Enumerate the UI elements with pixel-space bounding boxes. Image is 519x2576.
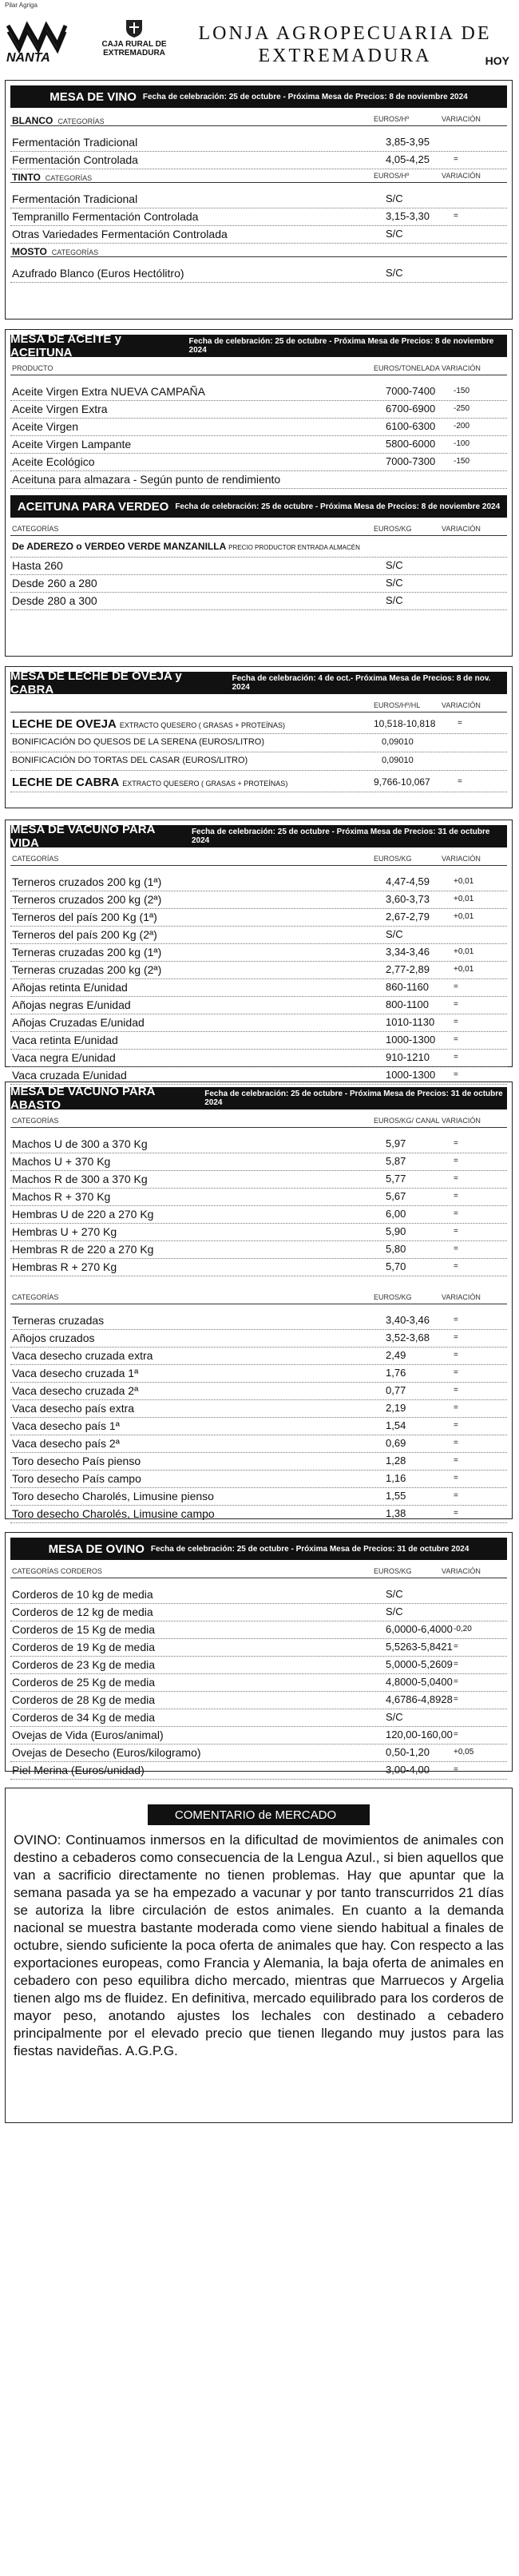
table-row — [10, 1435, 507, 1453]
table-row — [10, 1189, 507, 1206]
row-name: Hembras R + 270 Kg — [12, 1260, 117, 1273]
vacuno-vida-col-header: CATEGORÍAS EUROS/KG VARIACIÓN — [10, 852, 507, 866]
vino-tinto-list — [6, 191, 512, 244]
row-price: 3,15-3,30 — [386, 210, 430, 222]
table-row — [10, 1692, 507, 1709]
row-price: 7000-7400 — [386, 385, 436, 397]
row-price: 5,90 — [386, 1225, 406, 1237]
row-name: Hasta 260 — [12, 559, 63, 572]
table-row — [10, 1586, 507, 1604]
row-price: 1000-1300 — [386, 1069, 436, 1081]
caja-rural-logo — [86, 18, 182, 65]
table-row — [10, 575, 507, 593]
row-name: Terneros del país 200 Kg (2ª) — [12, 928, 157, 941]
table-row — [10, 1014, 507, 1032]
table-row — [10, 909, 507, 927]
row-name: Aceite Virgen Extra NUEVA CAMPAÑA — [12, 385, 205, 398]
row-name: Vaca desecho país 1ª — [12, 1419, 120, 1432]
row-name: Ovejas de Vida (Euros/animal) — [12, 1729, 164, 1741]
row-price: 0,69 — [386, 1437, 406, 1449]
row-variation: -250 — [454, 404, 470, 413]
vacuno-abasto-header: MESA DE VACUNO PARA ABASTO Fecha de celebración: 25 de octubre - Próxima Mesa de Precios: 31 de octubre 2024 — [10, 1087, 507, 1109]
row-price: S/C — [386, 559, 403, 571]
leche-col-header: EUROS/Hº/HL VARIACIÓN — [10, 699, 507, 712]
vino-tinto-header: TINTO CATEGORÍAS EUROS/Hº VARIACIÓN — [10, 169, 507, 183]
row-name: Ovejas de Desecho (Euros/kilogramo) — [12, 1746, 201, 1759]
table-row — [10, 558, 507, 575]
row-name: Añojas Cruzadas E/unidad — [12, 1016, 145, 1029]
verdeo-header: ACEITUNA PARA VERDEO Fecha de celebración: 25 de octubre - Próxima Mesa de Precios: 8 de noviembre 2024 — [10, 495, 507, 518]
hoy-logo: HOY — [485, 54, 509, 67]
row-variation: = — [454, 1421, 458, 1430]
leche-bonificacion-serena-row: BONIFICACIÓN DO QUESOS DE LA SERENA (EUROS/LITRO) 0,09010 — [10, 734, 507, 752]
comentario-header: COMENTARIO de MERCADO — [148, 1804, 370, 1825]
row-name: Corderos de 15 Kg de media — [12, 1623, 155, 1636]
row-price: 5,77 — [386, 1173, 406, 1185]
table-row — [10, 1032, 507, 1050]
row-price: 5800-6000 — [386, 438, 436, 450]
row-price: 3,34-3,46 — [386, 946, 430, 958]
table-row — [10, 1365, 507, 1383]
table-row — [10, 1727, 507, 1744]
row-name: Fermentación Controlada — [12, 153, 138, 166]
row-price: 3,52-3,68 — [386, 1332, 430, 1344]
row-price: S/C — [386, 577, 403, 589]
table-row — [10, 593, 507, 610]
row-variation: = — [454, 1730, 458, 1739]
ovino-col-header: CATEGORÍAS CORDEROS EUROS/KG VARIACIÓN — [10, 1565, 507, 1578]
row-price: 4,05-4,25 — [386, 153, 430, 165]
vacuno-abasto-canal-list — [6, 1136, 512, 1276]
table-row — [10, 1206, 507, 1224]
row-price: 3,85-3,95 — [386, 136, 430, 148]
row-variation: = — [454, 1368, 458, 1377]
row-name: Añojas retinta E/unidad — [12, 981, 128, 994]
leche-header: MESA DE LECHE DE OVEJA y CABRA Fecha de celebración: 4 de oct.- Próxima Mesa de Precios: 8 de nov. 2024 — [10, 672, 507, 694]
page-title: LONJA AGROPECUARIA DE EXTREMADURA — [198, 23, 492, 66]
row-price: 2,77-2,89 — [386, 963, 430, 975]
table-row — [10, 1241, 507, 1259]
table-row — [10, 1762, 507, 1780]
row-price: S/C — [386, 193, 403, 204]
table-row — [10, 979, 507, 997]
row-variation: = — [454, 1386, 458, 1395]
row-name: Toro desecho Charolés, Limusine campo — [12, 1507, 215, 1520]
vacuno-abasto-col-header-2: CATEGORÍAS EUROS/KG VARIACIÓN — [10, 1291, 507, 1304]
table-row — [10, 419, 507, 436]
row-variation: = — [454, 1174, 458, 1183]
row-variation: = — [454, 155, 458, 164]
leche-panel — [5, 666, 513, 808]
row-variation: = — [454, 1244, 458, 1253]
table-row — [10, 1400, 507, 1418]
row-name: Terneros cruzados 200 kg (2ª) — [12, 893, 162, 906]
row-price: S/C — [386, 928, 403, 940]
row-name: Hembras U de 220 a 270 Kg — [12, 1208, 154, 1221]
vacuno-vida-header: MESA DE VACUNO PARA VIDA Fecha de celebración: 25 de octubre - Próxima Mesa de Precios: 31 de octubre 2024 — [10, 825, 507, 847]
table-row — [10, 1604, 507, 1621]
row-name: Toro desecho Charolés, Limusine pienso — [12, 1490, 214, 1502]
row-name: Vaca retinta E/unidad — [12, 1034, 118, 1046]
row-name: Toro desecho País pienso — [12, 1455, 141, 1467]
top-label: Pilar Agriga — [5, 2, 38, 9]
row-price: 910-1210 — [386, 1051, 430, 1063]
row-price: 0,77 — [386, 1384, 406, 1396]
table-row — [10, 436, 507, 454]
caja-shield-icon — [124, 18, 145, 38]
row-name: Machos U + 370 Kg — [12, 1155, 111, 1168]
row-variation: -200 — [454, 422, 470, 431]
table-row — [10, 1621, 507, 1639]
row-name: Aceituna para almazara - Según punto de rendimiento — [12, 473, 281, 486]
row-price: 2,67-2,79 — [386, 911, 430, 923]
row-variation: = — [454, 1439, 458, 1447]
vino-mosto-header: MOSTO CATEGORÍAS — [10, 244, 507, 257]
row-variation: = — [454, 1157, 458, 1165]
aceite-panel — [5, 329, 513, 657]
row-variation: -100 — [454, 439, 470, 448]
row-price: 6100-6300 — [386, 420, 436, 432]
row-price: 4,8000-5,0400 — [386, 1676, 453, 1688]
vacuno-abasto-vivo-list — [6, 1312, 512, 1523]
blanco-label: BLANCO — [12, 115, 53, 126]
row-variation: = — [454, 212, 458, 220]
tinto-label: TINTO — [12, 172, 41, 183]
row-price: 6,00 — [386, 1208, 406, 1220]
row-price: 6700-6900 — [386, 403, 436, 415]
vino-mosto-list — [6, 265, 512, 283]
vacuno-vida-list — [6, 874, 512, 1085]
row-name: Corderos de 28 Kg de media — [12, 1693, 155, 1706]
vino-header — [10, 85, 507, 108]
row-variation: = — [454, 1227, 458, 1236]
row-name: Aceite Virgen — [12, 420, 79, 433]
row-name: Vaca desecho cruzada 1ª — [12, 1367, 139, 1379]
table-row — [10, 1330, 507, 1348]
table-row — [10, 226, 507, 244]
row-name: Aceite Virgen Lampante — [12, 438, 132, 451]
row-price: 1010-1130 — [386, 1016, 435, 1028]
row-price: 5,67 — [386, 1190, 406, 1202]
row-price: 1,55 — [386, 1490, 406, 1502]
row-name: Corderos de 23 Kg de media — [12, 1658, 155, 1671]
row-price: 1,76 — [386, 1367, 406, 1379]
row-name: Aceite Virgen Extra — [12, 403, 108, 415]
row-name: Desde 260 a 280 — [12, 577, 97, 589]
table-row — [10, 471, 507, 489]
row-variation: = — [454, 1351, 458, 1359]
table-row — [10, 1488, 507, 1506]
row-price: S/C — [386, 267, 403, 279]
row-price: 1000-1300 — [386, 1034, 436, 1046]
row-name: Terneras cruzadas 200 kg (2ª) — [12, 963, 162, 976]
aceite-header: MESA DE ACEITE y ACEITUNA Fecha de celebración: 25 de octubre - Próxima Mesa de Precios: 8 de noviembre 2024 — [10, 335, 507, 357]
row-variation: = — [454, 1053, 458, 1062]
row-variation: = — [454, 1695, 458, 1704]
table-row — [10, 1471, 507, 1488]
row-price: 1,54 — [386, 1419, 406, 1431]
mosto-label: MOSTO — [12, 246, 47, 257]
vino-panel — [5, 80, 513, 320]
table-row — [10, 152, 507, 169]
vino-title: MESA DE VINO — [50, 89, 137, 104]
vacuno-vida-panel — [5, 820, 513, 1082]
row-price: 2,19 — [386, 1402, 406, 1414]
table-row — [10, 1418, 507, 1435]
table-row — [10, 891, 507, 909]
vacuno-abasto-panel — [5, 1082, 513, 1519]
table-row — [10, 962, 507, 979]
table-row — [10, 944, 507, 962]
table-row — [10, 1383, 507, 1400]
row-name: Machos R + 370 Kg — [12, 1190, 111, 1203]
row-name: Aceite Ecológico — [12, 455, 95, 468]
row-name: Corderos de 34 Kg de media — [12, 1711, 155, 1724]
table-row — [10, 1744, 507, 1762]
ovino-panel — [5, 1532, 513, 1776]
row-price: 3,60-3,73 — [386, 893, 430, 905]
row-name: Terneras cruzadas — [12, 1314, 105, 1327]
row-variation: = — [454, 1660, 458, 1669]
row-name: Piel Merina (Euros/unidad) — [12, 1764, 145, 1776]
row-variation: = — [454, 1192, 458, 1201]
row-price: 1,28 — [386, 1455, 406, 1467]
row-variation: = — [454, 1070, 458, 1079]
table-row — [10, 401, 507, 419]
row-name: Corderos de 12 kg de media — [12, 1606, 153, 1618]
row-variation: = — [454, 1642, 458, 1651]
row-variation: +0,05 — [454, 1748, 474, 1756]
nanta-logo — [6, 21, 72, 65]
caja-rural-wordmark: CAJA RURAL DE EXTREMADURA — [101, 40, 167, 58]
row-name: Desde 280 a 300 — [12, 594, 97, 607]
row-name: Hembras U + 270 Kg — [12, 1225, 117, 1238]
row-name: Machos R de 300 a 370 Kg — [12, 1173, 148, 1185]
verdeo-subheader: De ADEREZO o VERDEO VERDE MANZANILLA PRECIO PRODUCTOR ENTRADA ALMACÉN — [10, 536, 507, 558]
row-variation: -150 — [454, 457, 470, 466]
row-variation: -0,20 — [454, 1625, 472, 1633]
vino-blanco-header: BLANCO CATEGORÍAS EUROS/Hº VARIACIÓN — [10, 113, 507, 126]
row-name: Machos U de 300 a 370 Kg — [12, 1137, 148, 1150]
row-name: Vaca negra E/unidad — [12, 1051, 116, 1064]
vino-blanco-list — [6, 134, 512, 169]
row-variation: +0,01 — [454, 877, 474, 886]
row-price: 860-1160 — [386, 981, 429, 993]
row-name: Corderos de 25 Kg de media — [12, 1676, 155, 1689]
row-variation: = — [454, 1209, 458, 1218]
row-variation: = — [454, 1491, 458, 1500]
row-name: Terneros cruzados 200 kg (1ª) — [12, 875, 162, 888]
row-variation: = — [454, 1018, 458, 1026]
row-name: Terneras cruzadas 200 kg (1ª) — [12, 946, 162, 959]
row-name: Vaca desecho cruzada 2ª — [12, 1384, 139, 1397]
row-price: 2,49 — [386, 1349, 406, 1361]
row-variation: -150 — [454, 387, 470, 395]
table-row — [10, 874, 507, 891]
comentario-text: OVINO: Continuamos inmersos en la dificultad de movimientos de animales con destino a cebaderos como consecuencia de la Lengua Azul., si bien aquellos que van a sacrificio directamente no tienen problemas. Hay que apuntar que la semana pasada ya se ha empezado a vacunar y por tanto transcurridos 21 días se autoriza la libre circulación de estos animales. En cuanto a la demanda nacional se muestra bastante moderada como viene siendo habitual a finales de octubre, siendo suficiente la poca oferta de animales que hay. Con respecto a las exportaciones europeas, como Francia y Alemania, la baja oferta de animales en cebadero con peso equilibra dicho mercado, mientras que Marruecos y Argelia tienen algo ms de fluidez. En definitiva, mercado equilibrado para los corderos de mayor peso, anotando ajustes los lechales con destinado a cebadero principalmente por el elevado precio que tienen llegando muy justos para las fiestas navideñas. A.G.P.G. — [14, 1832, 504, 2058]
row-name: Añojos cruzados — [12, 1332, 95, 1344]
row-variation: +0,01 — [454, 947, 474, 956]
row-price: 120,00-160,00 — [386, 1729, 453, 1740]
row-variation: = — [454, 1765, 458, 1774]
row-variation: = — [454, 1000, 458, 1009]
table-row — [10, 1312, 507, 1330]
row-variation: +0,01 — [454, 912, 474, 921]
row-name: Azufrado Blanco (Euros Hectólitro) — [12, 267, 184, 280]
row-price: 4,47-4,59 — [386, 875, 430, 887]
table-row — [10, 1171, 507, 1189]
table-row — [10, 265, 507, 283]
row-name: Toro desecho País campo — [12, 1472, 141, 1485]
table-row — [10, 927, 507, 944]
row-name: Corderos de 19 Kg de media — [12, 1641, 155, 1653]
ovino-list — [6, 1586, 512, 1780]
row-variation: +0,01 — [454, 895, 474, 903]
table-row — [10, 383, 507, 401]
row-name: Otras Variedades Fermentación Controlada — [12, 228, 228, 240]
aceite-col-header: PRODUCTO EUROS/TONELADA VARIACIÓN — [10, 362, 507, 375]
verdeo-list — [6, 558, 512, 610]
row-name: Fermentación Tradicional — [12, 193, 138, 205]
row-price: 4,6786-4,8928 — [386, 1693, 453, 1705]
row-price: S/C — [386, 1711, 403, 1723]
row-price: S/C — [386, 1588, 403, 1600]
row-price: S/C — [386, 594, 403, 606]
table-row — [10, 1224, 507, 1241]
table-row — [10, 1453, 507, 1471]
masthead — [0, 10, 519, 73]
table-row — [10, 1348, 507, 1365]
row-variation: = — [454, 1333, 458, 1342]
row-name: Vaca desecho país extra — [12, 1402, 135, 1415]
ovino-header: MESA DE OVINO Fecha de celebración: 25 de octubre - Próxima Mesa de Precios: 31 de octubre 2024 — [10, 1538, 507, 1560]
table-row — [10, 1506, 507, 1523]
row-price: 5,70 — [386, 1260, 406, 1272]
aceite-list — [6, 383, 512, 489]
row-name: Fermentación Tradicional — [12, 136, 138, 149]
leche-cabra-row: LECHE DE CABRA EXTRACTO QUESERO ( GRASAS + PROTEÍNAS) 9,766-10,067 = — [10, 771, 507, 792]
row-variation: = — [454, 1677, 458, 1686]
row-price: 5,87 — [386, 1155, 406, 1167]
row-name: Añojas negras E/unidad — [12, 998, 131, 1011]
table-row — [10, 208, 507, 226]
row-name: Corderos de 10 kg de media — [12, 1588, 153, 1601]
row-variation: = — [454, 1456, 458, 1465]
row-variation: = — [454, 1316, 458, 1324]
row-name: Hembras R de 220 a 270 Kg — [12, 1243, 154, 1256]
leche-oveja-row: LECHE DE OVEJA EXTRACTO QUESERO ( GRASAS + PROTEÍNAS) 10,518-10,818 = — [10, 712, 507, 734]
verdeo-col-header: CATEGORÍAS EUROS/KG VARIACIÓN — [10, 522, 507, 536]
row-variation: = — [454, 1509, 458, 1518]
row-name: Vaca desecho cruzada extra — [12, 1349, 153, 1362]
row-price: 3,00-4,00 — [386, 1764, 430, 1776]
row-variation: = — [454, 982, 458, 991]
vino-dates: Fecha de celebración: 25 de octubre - Próxima Mesa de Precios: 8 de noviembre 2024 — [142, 92, 468, 101]
row-price: S/C — [386, 228, 403, 240]
row-price: 5,80 — [386, 1243, 406, 1255]
table-row — [10, 1136, 507, 1153]
table-row — [10, 1709, 507, 1727]
row-price: 6,0000-6,4000 — [386, 1623, 453, 1635]
table-row — [10, 1639, 507, 1657]
row-price: 5,97 — [386, 1137, 406, 1149]
nanta-wordmark: NANTA — [6, 51, 50, 65]
row-variation: = — [454, 1474, 458, 1482]
table-row — [10, 1259, 507, 1276]
row-price: 5,0000-5,2609 — [386, 1658, 453, 1670]
table-row — [10, 191, 507, 208]
row-variation: = — [454, 1403, 458, 1412]
vacuno-abasto-col-header-1: CATEGORÍAS EUROS/KG/ CANAL VARIACIÓN — [10, 1114, 507, 1128]
row-price: 0,50-1,20 — [386, 1746, 430, 1758]
row-price: 1,16 — [386, 1472, 406, 1484]
row-name: Vaca desecho país 2ª — [12, 1437, 120, 1450]
row-variation: +0,01 — [454, 965, 474, 974]
leche-bonificacion-casar-row: BONIFICACIÓN DO TORTAS DEL CASAR (EUROS/LITRO) 0,09010 — [10, 752, 507, 771]
row-price: 5,5263-5,8421 — [386, 1641, 453, 1653]
table-row — [10, 1153, 507, 1171]
row-price: 1,38 — [386, 1507, 406, 1519]
table-row — [10, 1657, 507, 1674]
table-row — [10, 454, 507, 471]
row-name: Vaca cruzada E/unidad — [12, 1069, 127, 1082]
row-variation: = — [454, 1139, 458, 1148]
comentario-panel — [5, 1788, 513, 2123]
row-price: 3,40-3,46 — [386, 1314, 430, 1326]
table-row — [10, 134, 507, 152]
table-row — [10, 997, 507, 1014]
row-variation: = — [454, 1262, 458, 1271]
row-price: 800-1100 — [386, 998, 429, 1010]
row-name: Terneros del país 200 Kg (1ª) — [12, 911, 157, 923]
row-name: Tempranillo Fermentación Controlada — [12, 210, 199, 223]
row-price: S/C — [386, 1606, 403, 1617]
table-row — [10, 1050, 507, 1067]
row-price: 7000-7300 — [386, 455, 436, 467]
row-variation: = — [454, 1035, 458, 1044]
table-row — [10, 1674, 507, 1692]
